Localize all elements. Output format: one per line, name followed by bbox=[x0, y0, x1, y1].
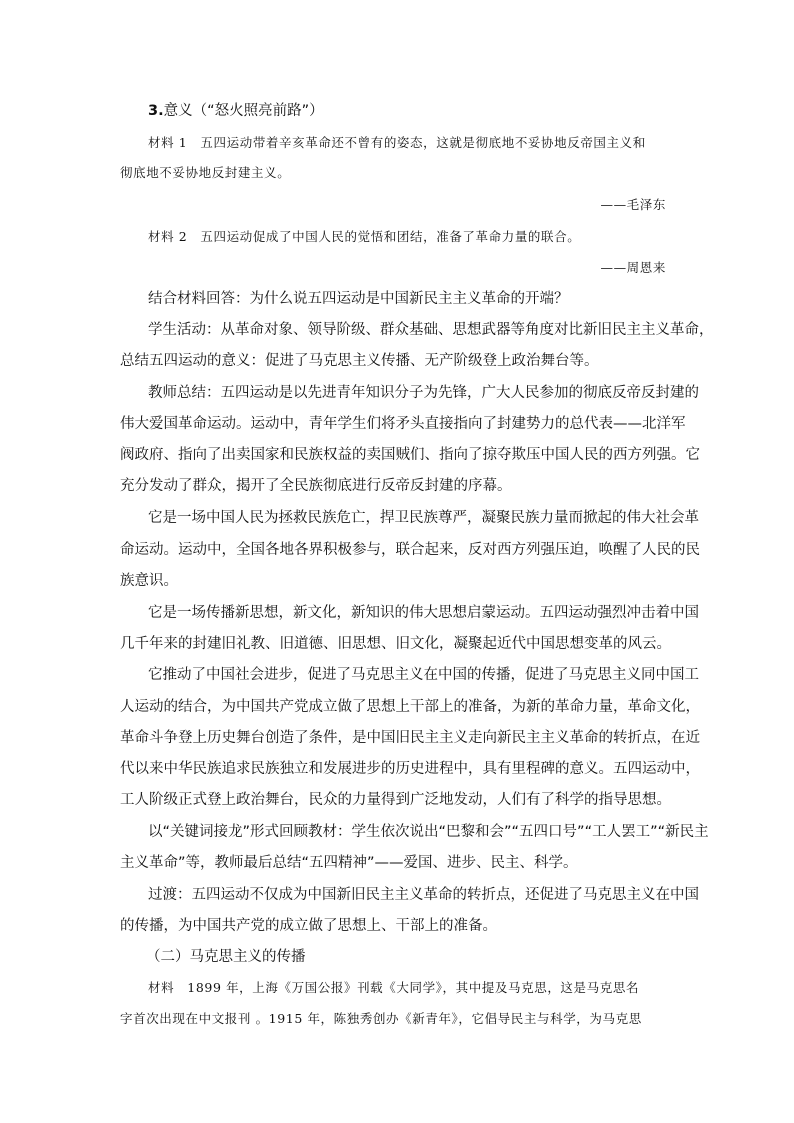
material-1-source: ——毛泽东 bbox=[600, 197, 666, 212]
material-2-line-1: 材料 2 五四运动促成了中国人民的觉悟和团结，准备了革命力量的联合。 bbox=[148, 229, 581, 244]
para-4-line-4: 代以来中华民族追求民族独立和发展进步的历史进程中，具有里程碑的意义。五四运动中， bbox=[120, 761, 700, 777]
review-line-1: 以“关键词接龙”形式回顾教材：学生依次说出“巴黎和会”“五四口号”“工人罢工”“新民主 bbox=[148, 824, 709, 840]
material-3-line-2: 字首次出现在中文报刊 。1915 年，陈独秀创办《新青年》，它倡导民主与科学，为马克思 bbox=[120, 1011, 642, 1026]
para-4-line-2: 人运动的结合，为中国共产党成立做了思想上干部上的准备，为新的革命力量，革命文化， bbox=[120, 699, 700, 715]
student-activity-line-2: 总结五四运动的意义：促进了马克思主义传播、无产阶级登上政治舞台等。 bbox=[120, 353, 599, 369]
section-number: 3. bbox=[148, 103, 164, 119]
question: 结合材料回答：为什么说五四运动是中国新民主主义革命的开端？ bbox=[148, 291, 569, 307]
material-1-line-1: 材料 1 五四运动带着辛亥革命还不曾有的姿态，这就是彻底地不妥协地反帝国主义和 bbox=[148, 135, 646, 150]
review-line-2: 主义革命”等，教师最后总结“五四精神”——爱国、进步、民主、科学。 bbox=[120, 855, 578, 871]
para-2-line-2: 命运动。运动中，全国各地各界积极参与，联合起来，反对西方列强压迫，唤醒了人民的民 bbox=[120, 542, 700, 558]
para-4-line-5: 工人阶级正式登上政治舞台，民众的力量得到广泛地发动，人们有了科学的指导思想。 bbox=[120, 792, 671, 808]
teacher-summary-line-4: 充分发动了群众，揭开了全民族彻底进行反帝反封建的序幕。 bbox=[120, 478, 512, 494]
material-3-line-1: 材料 1899 年，上海《万国公报》刊载《大同学》，其中提及马克思，这是马克思名 bbox=[148, 980, 640, 995]
student-activity-line-1: 学生活动：从革命对象、领导阶级、群众基础、思想武器等角度对比新旧民主主义革命， bbox=[148, 322, 714, 338]
section-3-title bbox=[148, 104, 324, 119]
para-2-line-1: 它是一场中国人民为拯救民族危亡，捍卫民族尊严，凝聚民族力量而掀起的伟大社会革 bbox=[148, 510, 699, 526]
material-2-source: ——周恩来 bbox=[600, 260, 666, 275]
para-2-line-3: 族意识。 bbox=[120, 573, 178, 589]
para-4-line-3: 革命斗争登上历史舞台创造了条件，是中国旧民主主义走向新民主主义革命的转折点，在近 bbox=[120, 730, 700, 746]
teacher-summary-line-2: 伟大爱国革命运动。运动中，青年学生们将矛头直接指向了封建势力的总代表——北洋军 bbox=[120, 416, 686, 432]
teacher-summary-line-3: 阀政府、指向了出卖国家和民族权益的卖国贼们、指向了掠夺欺压中国人民的西方列强。它 bbox=[120, 447, 700, 463]
transition-line-1: 过渡：五四运动不仅成为中国新旧民主主义革命的转折点，还促进了马克思主义在中国 bbox=[148, 887, 699, 903]
teacher-summary-line-1: 教师总结：五四运动是以先进青年知识分子为先锋，广大人民参加的彻底反帝反封建的 bbox=[148, 385, 699, 401]
transition-line-2: 的传播，为中国共产党的成立做了思想上、干部上的准备。 bbox=[120, 918, 497, 934]
para-3-line-1: 它是一场传播新思想，新文化，新知识的伟大思想启蒙运动。五四运动强烈冲击着中国 bbox=[148, 605, 699, 621]
section-title-text: 意义（“怒火照亮前路”） bbox=[163, 103, 324, 119]
para-4-line-1: 它推动了中国社会进步，促进了马克思主义在中国的传播，促进了马克思主义同中国工 bbox=[148, 667, 699, 683]
section-2-title: （二）马克思主义的传播 bbox=[146, 949, 306, 965]
para-3-line-2: 几千年来的封建旧礼教、旧道德、旧思想、旧文化，凝聚起近代中国思想变革的风云。 bbox=[120, 636, 671, 652]
material-1-line-2: 彻底地不妥协地反封建主义。 bbox=[120, 165, 291, 180]
